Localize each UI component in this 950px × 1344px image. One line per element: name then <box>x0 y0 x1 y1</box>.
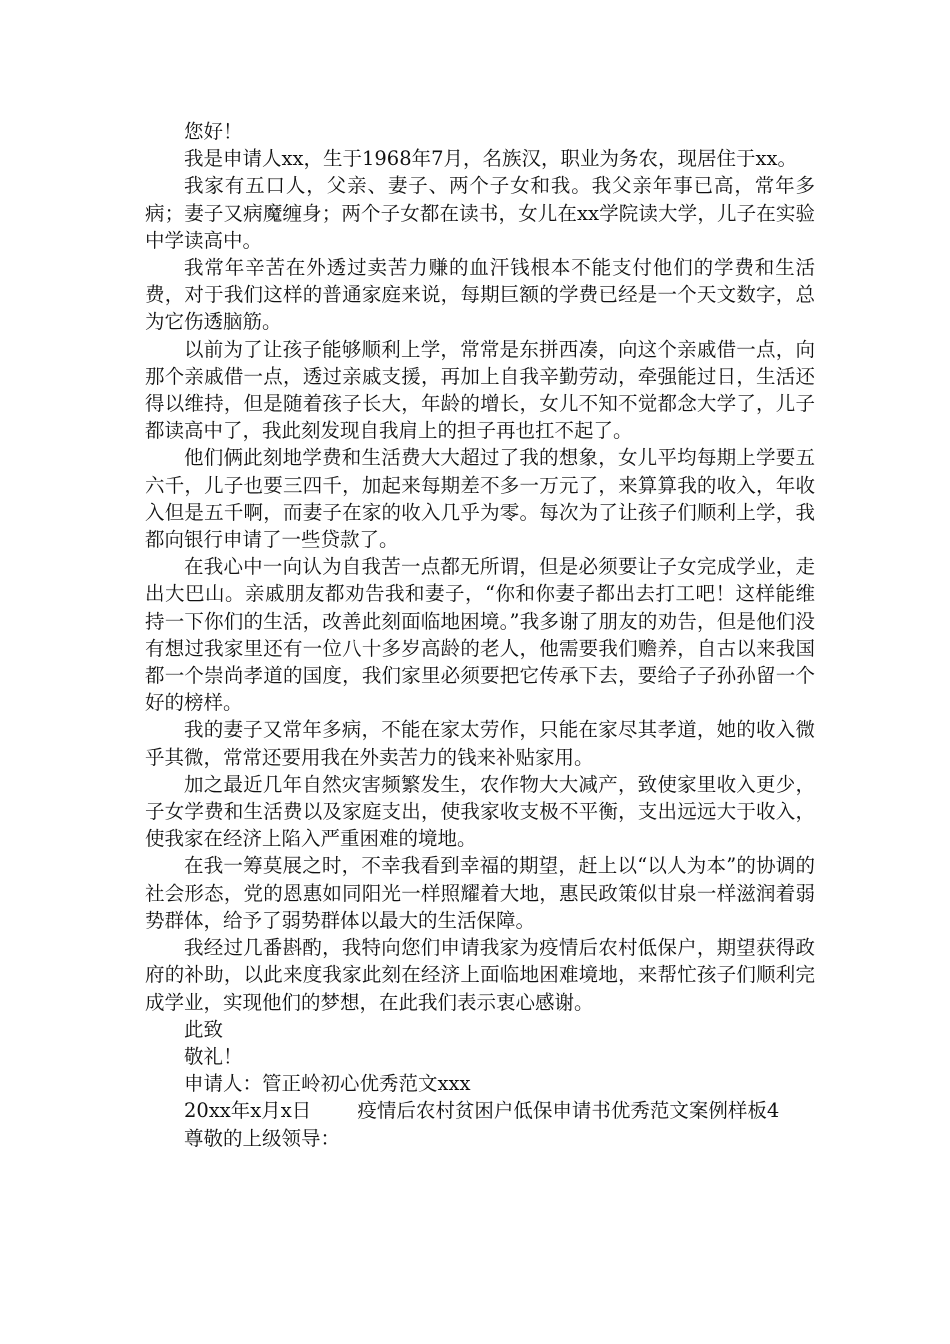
paragraph-request: 我经过几番斟酌，我特向您们申请我家为疫情后农村低保户，期望获得政府的补助，以此来度我家此刻在经济上面临地困难境地，来帮忙孩子们顺利完成学业，实现他们的梦想，在此我们表示衷心感谢。 <box>145 936 815 1014</box>
date-and-next-title <box>145 1097 815 1124</box>
signature: 申请人：管正岭初心优秀范文xxx <box>184 1072 471 1096</box>
date: 20xx年x月x日 <box>184 1099 312 1123</box>
greeting: 您好！ <box>184 120 243 143</box>
paragraph-borrowing: 以前为了让孩子能够顺利上学，常常是东拼西凑，向这个亲戚借一点，向那个亲戚借一点，透过亲戚支援，再加上自我辛勤劳动，牵强能过日，生活还得以维持，但是随着孩子长大，年龄的增长，女儿不知不觉都念大学了，儿子都读高中了，我此刻发现自我肩上的担子再也扛不起了。 <box>145 337 815 443</box>
closing-salute: 此致 <box>184 1017 224 1041</box>
paragraph-applicant-info: 我是申请人xx，生于1968年7月，名族汉，职业为务农，现居住于xx。 <box>184 147 798 171</box>
document-body <box>145 118 815 1152</box>
paragraph-disasters: 加之最近几年自然灾害频繁发生，农作物大大减产，致使家里收入更少，子女学费和生活费以及家庭支出，使我家收支极不平衡，支出远远大于收入，使我家在经济上陷入严重困难的境地。 <box>145 772 815 851</box>
next-salutation: 尊敬的上级领导： <box>184 1126 341 1150</box>
paragraph-family: 我家有五口人，父亲、妻子、两个子女和我。我父亲年事已高，常年多病；妻子又病魔缠身；两个子女都在读书，女儿在xx学院读大学，儿子在实验中学读高中。 <box>145 174 815 252</box>
paragraph-costs: 他们俩此刻地学费和生活费大大超过了我的想象，女儿平均每期上学要五六千，儿子也要三四千，加起来每期差不多一万元了，来算算我的收入，年收入但是五千啊，而妻子在家的收入几乎为零。每次为了让孩子们顺利上学，我都向银行申请了一些贷款了。 <box>145 446 815 552</box>
paragraph-elderly-care: 在我心中一向认为自我苦一点都无所谓，但是必须要让子女完成学业，走出大巴山。亲戚朋友都劝告我和妻子，“你和你妻子都出去打工吧！这样能维持一下你们的生活，改善此刻面临地困境。”我多谢了朋友的劝告，但是他们没有想过我家里还有一位八十多岁高龄的老人，他需要我们赡养，自古以来我国都一个崇尚孝道的国度，我们家里必须要把它传承下去，要给子子孙孙留一个好的榜样。 <box>145 555 815 715</box>
paragraph-wife: 我的妻子又常年多病，不能在家太劳作，只能在家尽其孝道，她的收入微乎其微，常常还要用我在外卖苦力的钱来补贴家用。 <box>145 718 815 769</box>
paragraph-policy: 在我一筹莫展之时，不幸我看到幸福的期望，赶上以“以人为本”的协调的社会形态，党的恩惠如同阳光一样照耀着大地，惠民政策似甘泉一样滋润着弱势群体，给予了弱势群体以最大的生活保障。 <box>145 854 815 932</box>
closing-regards: 敬礼！ <box>184 1044 243 1068</box>
next-document-title: 疫情后农村贫困户低保申请书优秀范文案例样板4 <box>357 1099 780 1123</box>
paragraph-tuition: 我常年辛苦在外透过卖苦力赚的血汗钱根本不能支付他们的学费和生活费，对于我们这样的普通家庭来说，每期巨额的学费已经是一个天文数字，总为它伤透脑筋。 <box>145 256 815 334</box>
